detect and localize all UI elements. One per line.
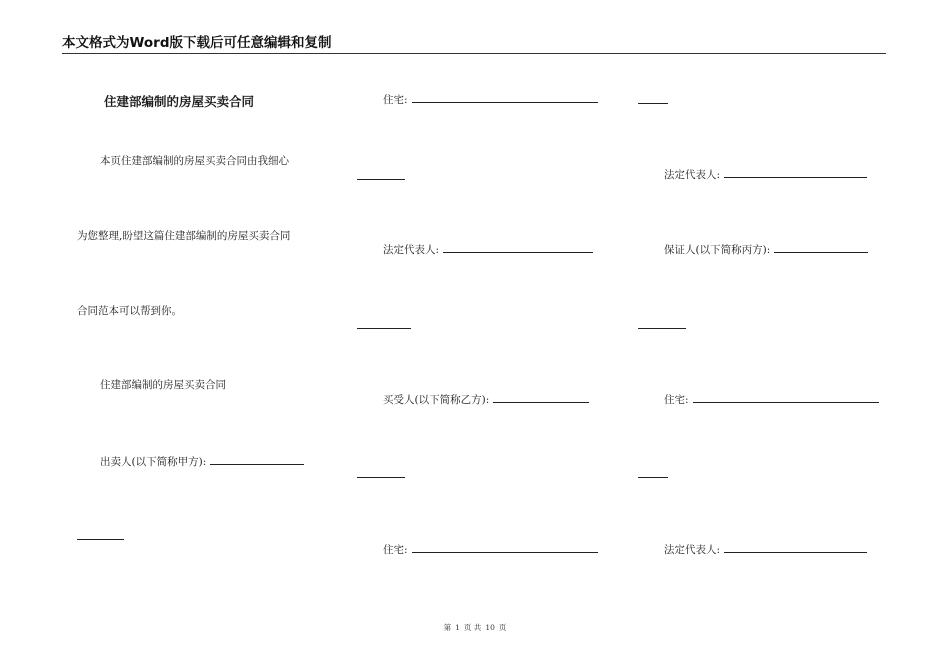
guarantor-legal-rep-field — [664, 542, 867, 557]
page-footer — [0, 622, 950, 633]
seller-blank — [210, 454, 304, 465]
document-header: 本文格式为Word版下载后可任意编辑和复制 — [62, 33, 886, 54]
seller-legal-rep-field — [383, 242, 593, 257]
buyer-label: 买受人(以下简称乙方): — [383, 394, 490, 406]
seller-address-field — [383, 92, 598, 107]
document-title: 住建部编制的房屋买卖合同 — [104, 94, 255, 109]
guarantor-address-label: 住宅: — [664, 394, 689, 406]
buyer-blank-continuation — [357, 477, 405, 478]
buyer-field — [383, 392, 589, 407]
footer-suffix: 页 — [498, 623, 507, 632]
seller-blank-continuation — [77, 539, 124, 540]
buyer-legal-rep-label: 法定代表人: — [664, 169, 721, 181]
buyer-legal-rep-field — [664, 167, 867, 182]
guarantor-legal-rep-label: 法定代表人: — [664, 544, 721, 556]
buyer-address-blank — [412, 542, 598, 553]
guarantor-blank — [774, 242, 868, 253]
seller-legal-rep-blank — [443, 242, 593, 253]
intro-line-1: 本页住建部编制的房屋买卖合同由我细心 — [100, 155, 289, 167]
buyer-blank — [493, 392, 589, 403]
seller-label: 出卖人(以下简称甲方): — [100, 456, 207, 468]
intro-line-2: 为您整理,盼望这篇住建部编制的房屋买卖合同 — [77, 230, 291, 242]
contract-heading: 住建部编制的房屋买卖合同 — [100, 379, 226, 391]
buyer-address-field — [383, 542, 598, 557]
buyer-legal-rep-blank — [724, 167, 867, 178]
seller-field — [100, 454, 304, 469]
total-page-count: 10 — [485, 623, 495, 632]
guarantor-legal-rep-blank — [724, 542, 867, 553]
seller-legal-rep-blank-continuation — [357, 328, 411, 329]
seller-address-blank — [412, 92, 598, 103]
guarantor-address-blank-continuation — [638, 477, 668, 478]
footer-mid: 页 共 — [463, 623, 482, 632]
guarantor-field — [664, 242, 868, 257]
intro-line-3: 合同范本可以帮到你。 — [77, 305, 182, 317]
seller-address-blank-continuation — [357, 179, 405, 180]
footer-prefix: 第 — [443, 623, 452, 632]
buyer-address-blank-continuation — [638, 103, 668, 104]
seller-legal-rep-label: 法定代表人: — [383, 244, 440, 256]
current-page-number: 1 — [455, 623, 460, 632]
guarantor-blank-continuation — [638, 328, 686, 329]
buyer-address-label: 住宅: — [383, 544, 408, 556]
guarantor-address-field — [664, 392, 879, 407]
seller-address-label: 住宅: — [383, 94, 408, 106]
guarantor-label: 保证人(以下简称丙方): — [664, 244, 771, 256]
guarantor-address-blank — [693, 392, 879, 403]
